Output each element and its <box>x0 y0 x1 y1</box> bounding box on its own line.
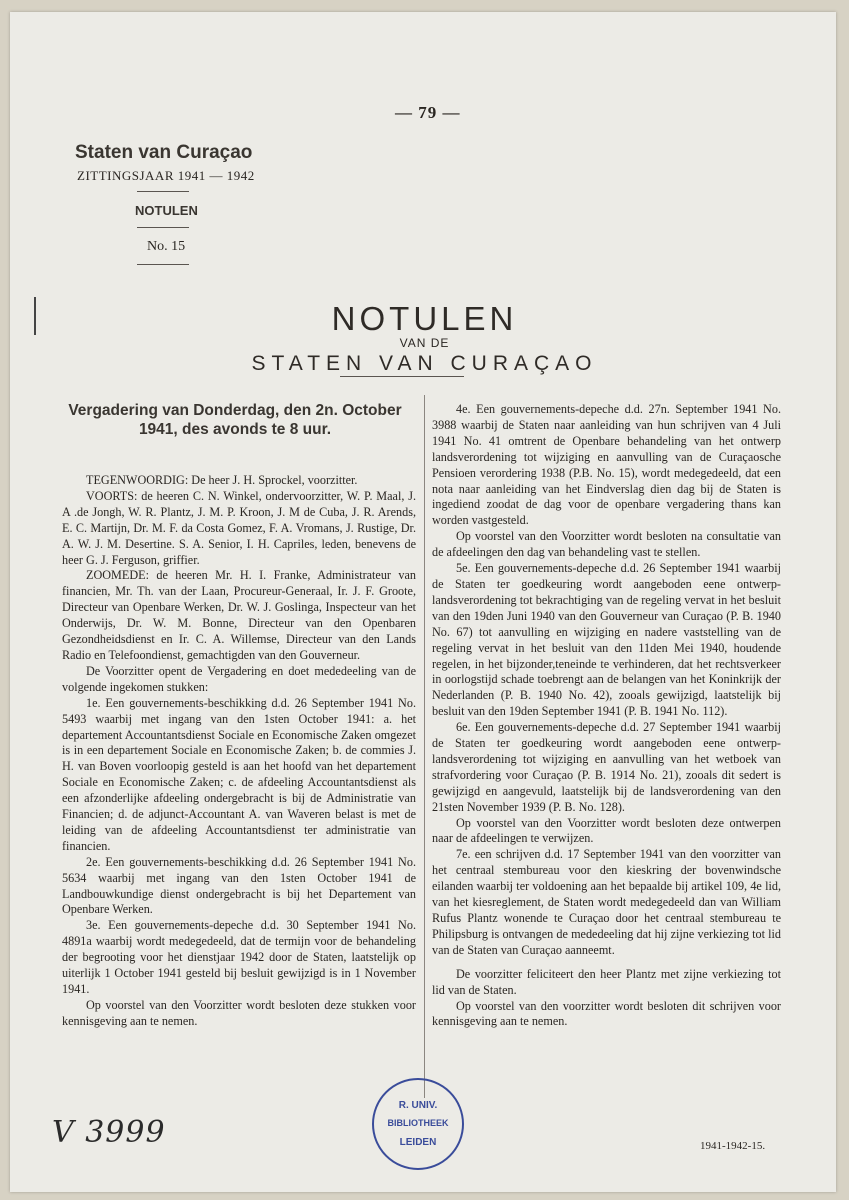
session-year: ZITTINGSJAAR 1941 — 1942 <box>77 168 255 183</box>
header-divider <box>137 227 189 228</box>
left-column <box>62 473 416 1030</box>
paragraph: De voorzitter feliciteert den heer Plantz met zijne verkiezing tot lid van de Staten. <box>432 966 781 997</box>
main-title-staten: STATEN VAN CURAÇAO <box>251 352 598 375</box>
title-underline <box>340 376 464 377</box>
paragraph: 3e. Een gouvernements-depeche d.d. 30 September 1941 No. 4891a waarbij wordt medegedeeld, dat de termijn voor de behandeling der begrooting voor het dienstjaar 1942 door de Staten, laatstelijk op uiterlijk 1 October 1941 gesteld bij besluit gewijzigd is in 1 November 1941. <box>62 918 416 996</box>
issue-number: No. 15 <box>147 239 186 254</box>
paragraph: Op voorstel van den Voorzitter wordt besloten deze stukken voor kennisgeving aan te nemen. <box>62 997 416 1028</box>
paragraph: 1e. Een gouvernements-beschikking d.d. 26 September 1941 No. 5493 waarbij met ingang van den 1sten October 1941: a. het departement Accountantsdienst Sociale en Economische Zaken omgezet is in een departement Sociale en Economische Zaken; b. de commies J. H. van Boven voorloopig gesteld is aan het hoofd van het departement Sociale en Economische Zaken; c. de afdeeling Accountantsdienst als een afzonderlijke afdeeling ondergebracht is bij de Administratie van Financien; d. de adjunct-Accountant A. van Waveren belast is met de leiding van de afdeeling Accountantsdienst ter administratie van financien. <box>62 695 416 853</box>
paragraph: Op voorstel van den Voorzitter wordt besloten na consultatie van de afdeelingen den dag van behandeling vast te stellen. <box>432 529 781 560</box>
paragraph: De Voorzitter opent de Vergadering en doet mededeeling van de volgende ingekomen stukken: <box>62 663 416 694</box>
paragraph: ZOOMEDE: de heeren Mr. H. I. Franke, Administrateur van financien, Mr. Th. van der Laan, Procureur-Generaal, Ir. J. F. Groote, Directeur van Openbare Werken, Dr. W. J. Goslinga, Inspecteur van het Onderwijs, Dr. W. M. Bonne, Directeur van den Openbaren Gezondheidsdienst en Ir. C. A. Willemse, Directeur van den Lands Radio en Telefoondienst, gemachtigden van den Gouverneur. <box>62 568 416 662</box>
header-divider <box>137 191 189 192</box>
paragraph: 5e. Een gouvernements-depeche d.d. 26 September 1941 waarbij de Staten ter goedkeuring wordt aangeboden eene ontwerp-landsverordening tot bekrachtiging van de regeling vervat in het besluit van den 19den Juni 1940 van den Gouverneur van Curaçao (P. B. 1940 No. 67) tot aanvulling en wijziging en nadere vaststelling van de regeling vervat in het besluit van den 11den Mei 1940, houdende regelen, in het bijzonder,teneinde te verhinderen, dat het rechtsverkeer in oorlogstijd schade toebrengt aan de belangen van het Koninkrijk der Nederlanden (P. B. 1940 No. 42), zooals gewijzigd, laatstelijk bij besluit van den 19den September 1941 (P. B. 1941 No. 112). <box>432 561 781 719</box>
paragraph: 7e. een schrijven d.d. 17 September 1941 van den voorzitter van het centraal stembureau voor den kieskring der bovenwindsche eilanden waarbij ter voldoening aan het bepaalde bij artikel 109, 4e lid, van het kiesreglement, de Staten wordt medegedeeld dan van William Rufus Plantz wonende te Curaçao door het centraal stembureau te Philipsburg is ontvangen de mededeeling dat hij zijne verkiezing tot lid van de Staten van Curaçao aanneemt. <box>432 847 781 957</box>
handwritten-reference: V 3999 <box>52 1115 166 1150</box>
main-title-subline: VAN DE <box>399 336 450 350</box>
paragraph: Op voorstel van den voorzitter wordt besloten dit schrijven voor kennisgeving aan te nemen. <box>432 998 781 1029</box>
page-number: — 79 — <box>395 103 461 122</box>
column-divider <box>424 395 425 1098</box>
right-column <box>432 402 781 1030</box>
header-notulen: NOTULEN <box>135 203 198 218</box>
paragraph: TEGENWOORDIG: De heer J. H. Sprockel, voorzitter. <box>86 473 358 487</box>
paragraph: 4e. Een gouvernements-depeche d.d. 27n. September 1941 No. 3988 waarbij de Staten naar aanleiding van hun schrijven van 4 Juli 1941 No. 41 omtrent de Openbare behandeling van het ontwerp landsverordening tot wijziging en aanvulling van de Curaçaosche Pensioen verordering 1938 (P.B. No. 15), wordt medegedeeld, dat een nota naar aanleiding van het Eindverslag dien dag bij de Staten is ingediend zoodat de dag voor de openbare vergadering thans kan worden vastgesteld. <box>432 402 781 528</box>
stamp-line: BIBLIOTHEEK <box>387 1118 449 1128</box>
paragraph: 6e. Een gouvernements-depeche d.d. 27 September 1941 waarbij de Staten ter goedkeuring wordt aangeboden eene ontwerp-landsverordening tot wijziging en aanvulling van het wetboek van strafvordering voor Curaçao (P. B. 1914 No. 21), zooals dit sedert is gewijzigd en aangevuld, laatstelijk bij de landsverordening van den 21sten November 1939 (P. B. No. 128). <box>432 720 781 814</box>
meeting-heading: Vergadering van Donderdag, den 2n. October 1941, des avonds te 8 uur. <box>68 402 402 438</box>
header-divider <box>137 264 189 265</box>
stamp-line: R. UNIV. <box>398 1100 438 1111</box>
footer-code: 1941-1942-15. <box>700 1140 766 1152</box>
stamp-line: LEIDEN <box>399 1137 437 1148</box>
paragraph: VOORTS: de heeren C. N. Winkel, ondervoorzitter, W. P. Maal, J. A .de Jongh, W. R. Plantz, J. M. P. Kroon, J. M de Cuba, J. R. Arends, E. C. Martijn, Dr. M. F. da Costa Gomez, F. A. Vromans, J. Rustige, Dr. A. W. J. M. Desertine. S. A. Senior, I. H. Capriles, leden, benevens de heer G. J. Ferguson, griffier. <box>62 488 416 567</box>
main-title: NOTULEN <box>331 300 518 337</box>
library-stamp <box>372 1078 464 1170</box>
publication-title: Staten van Curaçao <box>75 142 253 163</box>
paragraph: 2e. Een gouvernements-beschikking d.d. 26 September 1941 No. 5634 waarbij met ingang van den 1sten October 1941 de Landbouwkundige dienst ondergebracht is bij het Departement van Openbare Werken. <box>62 854 416 917</box>
paragraph: Op voorstel van den Voorzitter wordt besloten deze ontwerpen naar de afdeelingen te verwijzen. <box>432 815 781 846</box>
